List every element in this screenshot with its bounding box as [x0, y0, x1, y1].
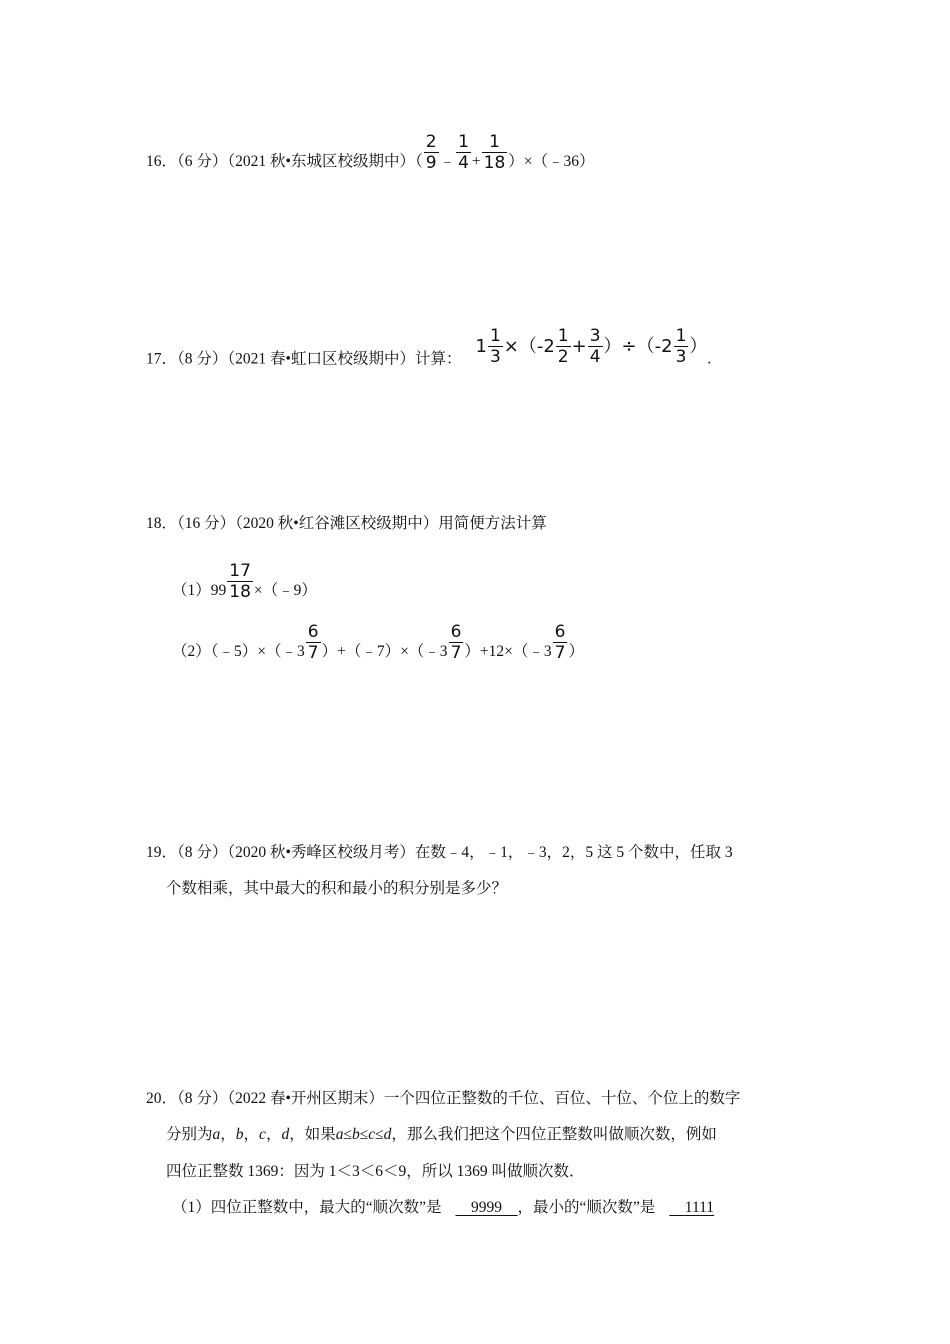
le-sign: ≤ — [375, 1126, 384, 1143]
q17-fraction-2: $\frac{1}{2}$ — [557, 326, 569, 367]
var-c: c — [259, 1126, 266, 1143]
q18-part-2 — [172, 622, 584, 673]
q17-fraction-4: $\frac{1}{3}$ — [675, 326, 687, 367]
q17-period: . — [707, 350, 712, 368]
q19-line-2: 个数相乘，其中最大的积和最小的积分别是多少？ — [166, 880, 508, 897]
q16-tail: ）×（﹣36） — [508, 153, 595, 171]
q17-fraction-3: $\frac{3}{4}$ — [589, 326, 601, 367]
le-sign: ≤ — [343, 1126, 352, 1143]
q18-p2-fraction-1: $\frac{6}{7}$ — [307, 622, 319, 663]
question-17 — [146, 326, 712, 379]
q20-text: ，如果 — [289, 1126, 336, 1143]
question-16 — [146, 132, 595, 183]
answer-max-sequence-number: 9999 — [471, 1199, 503, 1216]
q18-p2-fraction-3: $\frac{6}{7}$ — [554, 622, 566, 663]
q18-source: （2020 秋•红谷滩区校级期中） — [235, 515, 439, 532]
q16-source: （2021 秋•东城区校级期中） — [227, 153, 415, 171]
q18-p1-label: （1）99 — [172, 582, 227, 600]
comma: ， — [220, 1126, 236, 1143]
q19-line-1: 19．（8 分）（2020 秋•秀峰区校级月考）在数﹣4，﹣1，﹣3，2，5 这 5 个数中，任取 3 — [146, 844, 733, 861]
q18-p1-tail: ×（﹣9） — [253, 582, 317, 600]
q20-line-3: 四位正整数 1369：因为 1＜3＜6＜9，所以 1369 叫做顺次数． — [166, 1163, 585, 1180]
q20-line-2 — [166, 1125, 717, 1145]
q17-number: 17． — [146, 350, 178, 368]
var-a: a — [212, 1126, 221, 1143]
q18-p1-fraction: $\frac{17}{18}$ — [229, 561, 251, 602]
q18-prompt: 用简便方法计算 — [438, 515, 547, 532]
var-b: b — [235, 1126, 244, 1143]
q18-p2-seg-b: ）+（﹣7）×（﹣3 — [321, 643, 448, 661]
q16-minus: ﹣ — [439, 153, 456, 171]
var-d: d — [383, 1126, 392, 1143]
q16-fraction-3: $\frac{1}{18}$ — [483, 132, 506, 173]
comma: ， — [243, 1126, 260, 1143]
q16-number: 16． — [146, 153, 178, 171]
var-b: b — [351, 1126, 360, 1143]
q18-p2-seg-d: ） — [568, 643, 584, 661]
q20-part-1-text: ，最小的“顺次数”是 — [517, 1199, 656, 1216]
question-18 — [146, 514, 547, 534]
q18-score: （16 分） — [177, 515, 236, 532]
q18-p2-seg-a: （2）（﹣5）×（﹣3 — [172, 643, 305, 661]
q20-line-1: 20．（8 分）（2022 春•开州区期末）一个四位正整数的千位、百位、十位、个位上的数字 — [146, 1090, 741, 1107]
q17-fraction-1: $\frac{1}{3}$ — [489, 326, 501, 367]
answer-min-sequence-number: 1111 — [684, 1199, 715, 1216]
var-c: c — [368, 1126, 376, 1143]
comma: ， — [265, 1126, 282, 1143]
q17-source: （2021 春•虹口区校级期中） — [227, 350, 415, 368]
q20-line-4 — [172, 1198, 714, 1218]
q17-expression: 1 $\frac{1}{3}$ ×（-2 $\frac{1}{2}$ + $\frac{3}{4}$ ）÷（-2 $\frac{1}{3}$ ） — [475, 326, 708, 367]
q17-prompt: 计算： — [414, 350, 462, 368]
q20-text: 分别为 — [166, 1126, 213, 1143]
q16-open-paren: （ — [414, 153, 423, 171]
q20-part-1-text: （1）四位正整数中，最大的“顺次数”是 — [172, 1199, 442, 1216]
q18-p2-fraction-2: $\frac{6}{7}$ — [450, 622, 462, 663]
q18-p2-seg-c: ）+12×（﹣3 — [464, 643, 552, 661]
q16-fraction-2: $\frac{1}{4}$ — [458, 132, 469, 173]
q18-number: 18． — [146, 515, 178, 532]
q17-score: （8 分） — [177, 350, 228, 368]
q20-text: ，那么我们把这个四位正整数叫做顺次数，例如 — [391, 1126, 717, 1143]
var-a: a — [335, 1126, 344, 1143]
q16-plus: + — [471, 153, 481, 171]
q18-part-1 — [172, 561, 317, 612]
q16-score: （6 分） — [177, 153, 228, 171]
le-sign: ≤ — [359, 1126, 369, 1143]
q16-fraction-1: $\frac{2}{9}$ — [425, 132, 437, 173]
var-d: d — [281, 1126, 290, 1143]
